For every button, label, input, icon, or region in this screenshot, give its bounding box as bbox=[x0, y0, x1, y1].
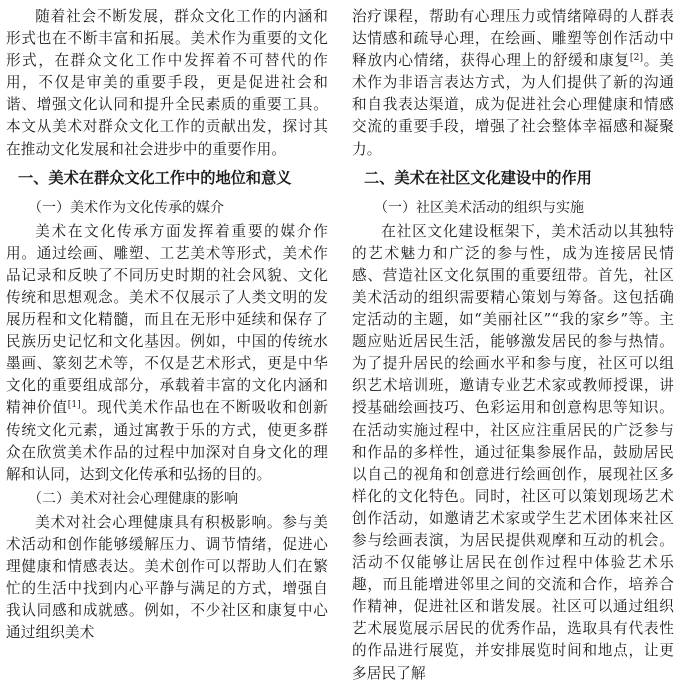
intro-paragraph: 随着社会不断发展，群众文化工作的内涵和形式也在不断丰富和拓展。美术作为重要的文化形式，在群众文化工作中发挥着不可替代的作用，不仅是审美的重要手段，更是促进社会和谐、增强文化认同和提升全民素质的重要工具。本文从美术对群众文化工作的贡献出发，探讨其在推动文化发展和社会进步中的重要作用。 bbox=[6, 8, 328, 158]
right-column bbox=[352, 6, 674, 682]
subsection-2-1-heading: （一）社区美术活动的组织与实施 bbox=[374, 199, 584, 216]
paragraph-text: 。现代美术作品也在不断吸收和创新传统文化元素，通过寓教于乐的方式，使更多群众在欣赏美术作品的过程中加深对自身文化的理解和认同，达到文化传承和弘扬的目的。 bbox=[6, 399, 328, 483]
subsection-1-2-paragraph: 美术对社会心理健康具有积极影响。参与美术活动和创作能够缓解压力、调节情绪，促进心理健康和情感表达。美术创作可以帮助人们在繁忙的生活中找到内心平静与满足的方式，增强自我认同感和成就感。例如，不少社区和康复中心通过组织美术 bbox=[6, 513, 328, 642]
subsection-1-2-heading: （二）美术对社会心理健康的影响 bbox=[28, 490, 238, 507]
paragraph-text: 美术在文化传承方面发挥着重要的媒介作用。通过绘画、雕塑、工艺美术等形式，美术作品记录和反映了不同历史时期的社会风貌、文化传统和思想观念。美术不仅展示了人类文明的发展历程和文化精髓，而且在无形中延续和保存了民族历史记忆和文化基因。例如，中国的传统水墨画、篆刻艺术等，不仅是艺术形式，更是中华文化的重要组成部分，承载着丰富的文化内涵和精神价值 bbox=[6, 222, 328, 417]
paragraph-text: 治疗课程，帮助有心理压力或情绪障碍的人群表达情感和疏导心理，在绘画、雕塑等创作活动中释放内心情绪，获得心理上的舒缓和康复 bbox=[352, 8, 674, 70]
continued-paragraph bbox=[352, 6, 674, 161]
citation-ref-1[interactable]: [1] bbox=[67, 400, 81, 411]
subsection-2-1-paragraph: 在社区文化建设框架下，美术活动以其独特的艺术魅力和广泛的参与性，成为连接居民情感、营造社区文化氛围的重要纽带。首先，社区美术活动的组织需要精心策划与筹备。这包括确定活动的主题，如“美丽社区”“我的家乡”等。主题应贴近居民生活，能够激发居民的参与热情。为了提升居民的绘画水平和参与度，社区可以组织艺术培训班，邀请专业艺术家或教师授课，讲授基础绘画技巧、色彩运用和创意构思等知识。在活动实施过程中，社区应注重居民的广泛参与和作品的多样性，通过征集参展作品，鼓励居民以自己的视角和创意进行绘画创作，展现社区多样化的文化特色。同时，社区可以策划现场艺术创作活动，如邀请艺术家或学生艺术团体来社区参与绘画表演，为居民提供观摩和互动的机会。活动不仅能够让居民在创作过程中体验艺术乐趣，而且能增进邻里之间的交流和合作，培养合作精神，促进社区和谐发展。社区可以通过组织艺术展览展示居民的优秀作品，选取具有代表性的作品进行展览，并安排展览时间和地点，让更多居民了解 bbox=[352, 222, 674, 682]
section-1-heading: 一、美术在群众文化工作中的地位和意义 bbox=[18, 168, 292, 187]
subsection-1-1-paragraph bbox=[6, 221, 328, 486]
citation-ref-2[interactable]: [2] bbox=[629, 53, 644, 64]
left-column bbox=[6, 6, 328, 642]
subsection-1-1-heading: （一）美术作为文化传承的媒介 bbox=[28, 199, 224, 216]
section-2-heading: 二、美术在社区文化建设中的作用 bbox=[364, 168, 592, 187]
paragraph-text: 。美术作为非语言表达方式，为人们提供了新的沟通和自我表达渠道，成为促进社会心理健康和情感交流的重要手段，增强了社会整体幸福感和凝聚力。 bbox=[352, 52, 674, 158]
